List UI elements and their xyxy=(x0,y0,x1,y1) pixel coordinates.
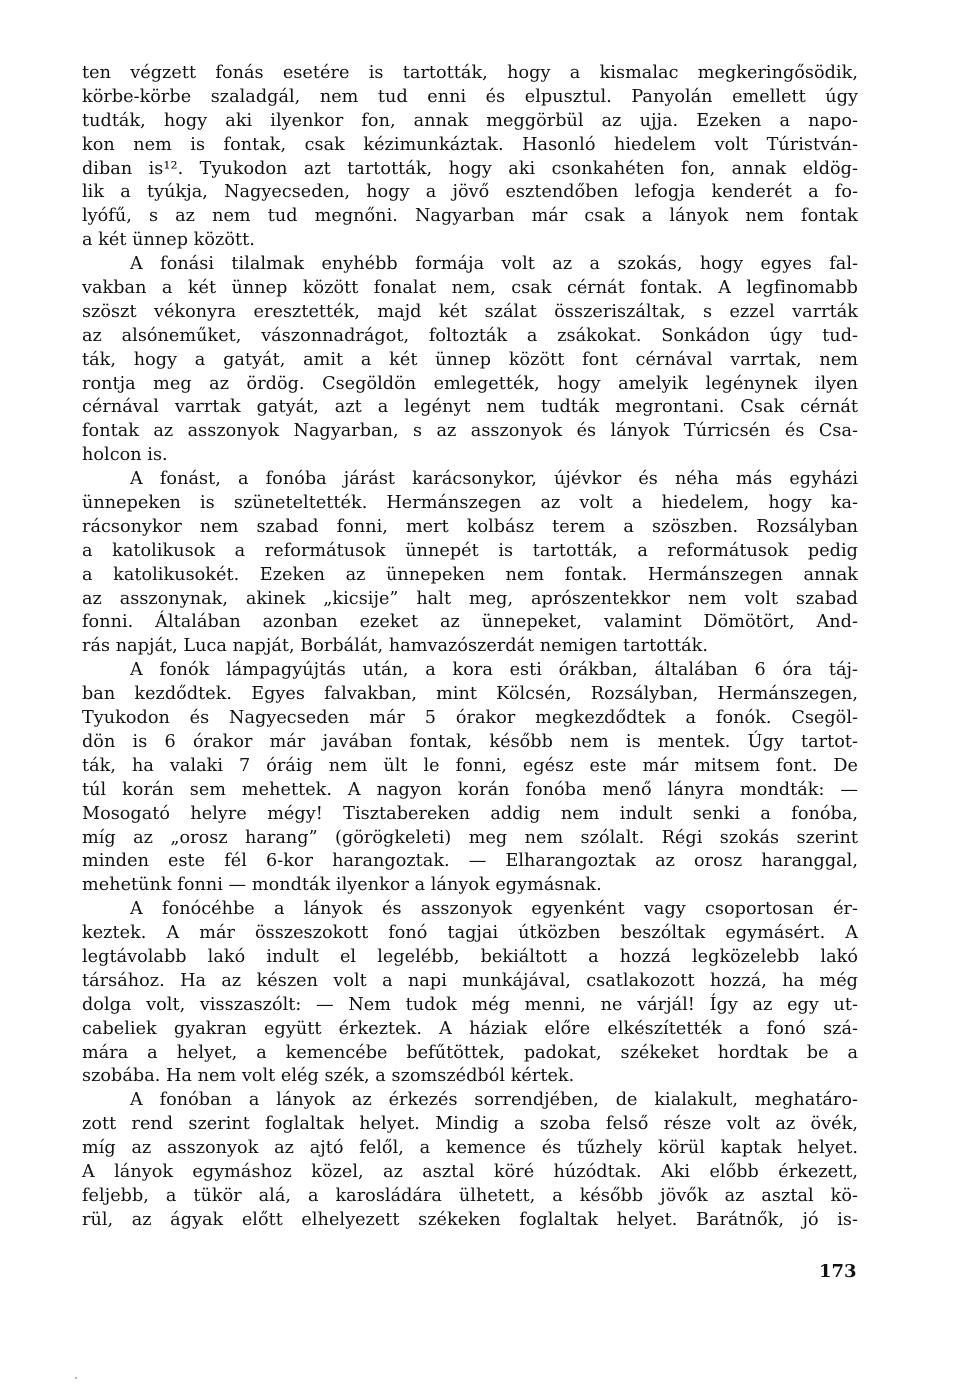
text-line: a katolikusokét. Ezeken az ünnepeken nem fontak. Hermánszegen annak xyxy=(82,564,858,585)
text-line: társához. Ha az készen volt a napi munkájával, csatlakozott hozzá, ha még xyxy=(82,970,858,991)
text-line: feljebb, a tükör alá, a karosládára ülhetett, a később jövők az asztal kö- xyxy=(82,1185,858,1206)
text-line: keztek. A már összeszokott fonó tagjai útközben beszóltak egymásért. A xyxy=(82,923,858,944)
text-line: fontak az asszonyok Nagyarban, s az asszonyok és lányok Túrricsén és Csa- xyxy=(82,421,858,442)
page-number: 173 xyxy=(819,1261,857,1282)
text-line: lyófű, s az nem tud megnőni. Nagyarban már csak a lányok nem fontak xyxy=(82,206,858,227)
text-line: ták, hogy a gatyát, amit a két ünnep között font cérnával varrtak, nem xyxy=(82,349,858,370)
text-line: míg az „orosz harang” (görögkeleti) meg nem szólalt. Régi szokás szerint xyxy=(82,827,858,848)
text-line: lik a tyúkja, Nagyecseden, hogy a jövő esztendőben lefogja kenderét a fo- xyxy=(82,182,858,203)
text-line: cérnával varrtak gatyát, azt a legényt nem tudták megrontani. Csak cérnát xyxy=(82,397,858,418)
text-line: rontja meg az ördög. Csegöldön emlegették, hogy amelyik legénynek ilyen xyxy=(82,373,858,394)
text-line: dön is 6 órakor már javában fontak, később nem is mentek. Úgy tartot- xyxy=(82,731,858,752)
text-line: a katolikusok a reformátusok ünnepét is tartották, a reformátusok pedig xyxy=(82,540,858,561)
text-line: cabeliek gyakran együtt érkeztek. A háziak előre elkészítették a fonó szá- xyxy=(82,1018,858,1039)
text-line: az asszonynak, akinek „kicsije” halt meg, aprószentekkor nem volt szabad xyxy=(82,588,858,609)
text-line: Tyukodon és Nagyecseden már 5 órakor megkezdődtek a fonók. Csegöl- xyxy=(82,708,858,729)
text-line: holcon is. xyxy=(82,445,168,466)
text-line: A fonási tilalmak enyhébb formája volt az a szokás, hogy egyes fal- xyxy=(130,254,858,275)
scan-speck xyxy=(75,1377,77,1379)
text-line: míg az asszonyok az ajtó felől, a kemence és tűzhely körül kaptak helyet. xyxy=(82,1138,858,1159)
text-line: mára a helyet, a kemencébe befűtöttek, padokat, székeket hordtak be a xyxy=(82,1042,858,1063)
text-line: ban kezdődtek. Egyes falvakban, mint Kölcsén, Rozsályban, Hermánszegen, xyxy=(82,684,858,705)
text-line: A lányok egymáshoz közel, az asztal köré húzódtak. Aki előbb érkezett, xyxy=(82,1161,858,1182)
text-line: a két ünnep között. xyxy=(82,230,255,251)
text-line: ten végzett fonás esetére is tartották, hogy a kismalac megkeringősödik, xyxy=(82,63,858,83)
text-line: ták, ha valaki 7 óráig nem ült le fonni, egész este már mitsem font. De xyxy=(82,755,858,776)
text-line: legtávolabb lakó indult el legelébb, bekiáltott a hozzá legközelebb lakó xyxy=(82,946,858,967)
body-text xyxy=(82,62,858,1233)
text-line: túl korán sem mehettek. A nagyon korán fonóba menő lányra mondták: — xyxy=(82,779,858,800)
text-line: rás napját, Luca napját, Borbálát, hamvazószerdát nemigen tartották. xyxy=(82,636,708,657)
text-line: szobába. Ha nem volt elég szék, a szomszédból kértek. xyxy=(82,1066,575,1087)
text-line: szöszt vékonyra eresztették, majd két szálat összeriszáltak, s ezzel varrták xyxy=(82,301,858,322)
text-line: A fonócéhbe a lányok és asszonyok egyenként vagy csoportosan ér- xyxy=(130,899,858,920)
text-line: körbe-körbe szaladgál, nem tud enni és elpusztul. Panyolán emellett úgy xyxy=(82,86,858,107)
text-line: diban is¹². Tyukodon azt tartották, hogy aki csonkahéten fon, annak eldög- xyxy=(82,158,858,179)
text-line: rül, az ágyak előtt elhelyezett székeken foglaltak helyet. Barátnők, jó is- xyxy=(82,1209,858,1230)
text-line: tudták, hogy aki ilyenkor fon, annak meggörbül az ujja. Ezeken a napo- xyxy=(82,110,858,131)
text-line: zott rend szerint foglaltak helyet. Mindig a szoba felső része volt az övék, xyxy=(82,1114,858,1135)
text-line: vakban a két ünnep között fonalat nem, csak cérnát fontak. A legfinomabb xyxy=(82,278,858,299)
text-line: ünnepeken is szüneteltették. Hermánszegen az volt a hiedelem, hogy ka- xyxy=(82,493,858,514)
text-line: mehetünk fonni — mondták ilyenkor a lányok egymásnak. xyxy=(82,875,602,896)
text-line: A fonóban a lányok az érkezés sorrendjében, de kialakult, meghatáro- xyxy=(130,1090,858,1111)
text-line: fonni. Általában azonban ezeket az ünnepeket, valamint Dömötört, And- xyxy=(82,612,858,633)
text-line: minden este fél 6-kor harangoztak. — Elharangoztak az orosz haranggal, xyxy=(82,851,858,872)
text-line: az alsóneműket, vászonnadrágot, foltozták a zsákokat. Sonkádon úgy tud- xyxy=(82,325,858,346)
text-line: rácsonykor nem szabad fonni, mert kolbász terem a szöszben. Rozsályban xyxy=(82,516,858,537)
text-line: A fonást, a fonóba járást karácsonykor, újévkor és néha más egyházi xyxy=(130,469,858,490)
text-line: kon nem is fontak, csak kézimunkáztak. Hasonló hiedelem volt Túristván- xyxy=(82,134,858,155)
text-line: dolga volt, visszaszólt: — Nem tudok még menni, ne várjál! Így az egy ut- xyxy=(82,994,858,1015)
text-line: Mosogató helyre mégy! Tisztabereken addig nem indult senki a fonóba, xyxy=(82,803,858,824)
text-line: A fonók lámpagyújtás után, a kora esti órákban, általában 6 óra táj- xyxy=(130,660,858,681)
